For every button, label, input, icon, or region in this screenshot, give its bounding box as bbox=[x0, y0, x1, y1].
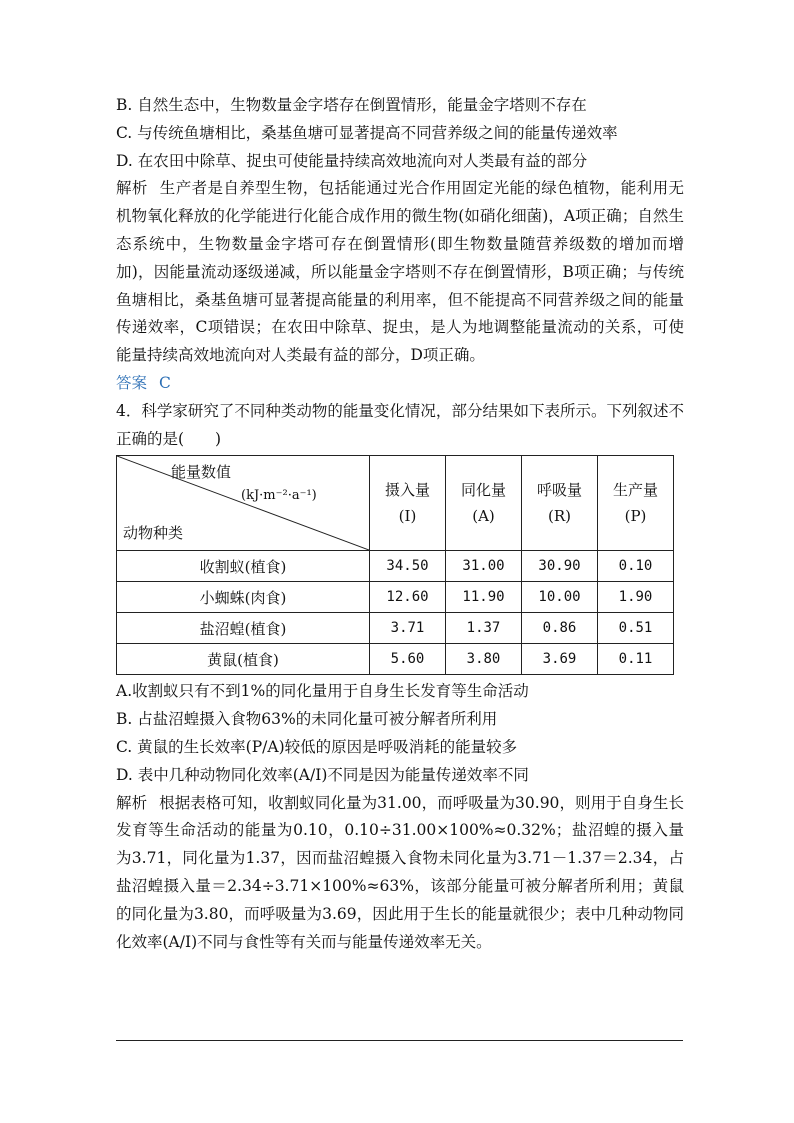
column-symbol: (I) bbox=[398, 507, 417, 526]
animal-cell: 收割蚁(植食) bbox=[117, 551, 370, 582]
q4-option-c bbox=[116, 734, 684, 762]
animal-cell: 黄鼠(植食) bbox=[117, 644, 370, 675]
animal-cell: 小蜘蛛(肉食) bbox=[117, 582, 370, 613]
option-text: 收割蚁只有不到1%的同化量用于自身生长发育等生命活动 bbox=[132, 682, 529, 701]
column-symbol: (P) bbox=[624, 507, 647, 526]
answer-value: C bbox=[159, 373, 171, 392]
value-cell: 5.60 bbox=[370, 644, 446, 675]
option-text: 与传统鱼塘相比，桑基鱼塘可显著提高不同营养级之间的能量传递效率 bbox=[137, 123, 618, 142]
table-row bbox=[117, 582, 674, 613]
option-label: D. bbox=[116, 765, 133, 784]
table-row bbox=[117, 613, 674, 644]
q3-option-c bbox=[116, 120, 684, 148]
analysis-text: 根据表格可知，收割蚁同化量为31.00，而呼吸量为30.90，则用于自身生长发育等生命活动的能量为0.10，0.10÷31.00×100%≈0.32%；盐沼蝗的摄入量为3.71，同化量为1.37，因而盐沼蝗摄入食物未同化量为3.71－1.37＝2.34，占盐沼蝗摄入量＝2.34÷3.71×100%≈63%，该部分能量可被分解者所利用；黄鼠的同化量为3.80，而呼吸量为3.69，因此用于生长的能量就很少；表中几种动物同化效率(A/I)不同与食性等有关而与能量传递效率无关。 bbox=[116, 793, 684, 951]
energy-table bbox=[116, 455, 674, 675]
analysis-label: 解析 bbox=[116, 179, 148, 198]
option-text: 占盐沼蝗摄入食物63%的未同化量可被分解者所利用 bbox=[137, 710, 498, 729]
q3-answer bbox=[116, 370, 684, 398]
value-cell: 0.51 bbox=[598, 613, 674, 644]
document-page bbox=[116, 92, 684, 956]
footer-divider bbox=[116, 1040, 683, 1041]
option-label: B. bbox=[116, 710, 133, 729]
option-label: A. bbox=[116, 682, 133, 701]
q4-analysis bbox=[116, 790, 684, 957]
value-cell: 0.10 bbox=[598, 551, 674, 582]
column-name: 生产量 bbox=[612, 481, 658, 500]
analysis-text: 生产者是自养型生物，包括能通过光合作用固定光能的绿色植物，能利用无机物氧化释放的化学能进行化能合成作用的微生物(如硝化细菌)，A项正确；自然生态系统中，生物数量金字塔可存在倒置情形(即生物数量随营养级数的增加而增加)，因能量流动逐级递减，所以能量金字塔则不存在倒置情形，B项正确；与传统鱼塘相比，桑基鱼塘可显著提高能量的利用率，但不能提高不同营养级之间的能量传递效率，C项错误；在农田中除草、捉虫，是人为地调整能量流动的关系，可使能量持续高效地流向对人类最有益的部分，D项正确。 bbox=[116, 179, 684, 365]
table-header-row bbox=[117, 456, 674, 551]
option-label: B. bbox=[116, 96, 133, 114]
q4-option-a bbox=[116, 678, 684, 706]
value-cell: 0.86 bbox=[522, 613, 598, 644]
option-text: 表中几种动物同化效率(A/I)不同是因为能量传递效率不同 bbox=[137, 765, 529, 784]
corner-animal-label: 动物种类 bbox=[123, 524, 184, 543]
option-text: 在农田中除草、捉虫可使能量持续高效地流向对人类最有益的部分 bbox=[137, 151, 588, 170]
q4-stem: 4．科学家研究了不同种类动物的能量变化情况，部分结果如下表所示。下列叙述不正确的是( ) bbox=[116, 401, 684, 448]
value-cell: 1.90 bbox=[598, 582, 674, 613]
option-label: C. bbox=[116, 123, 133, 142]
table-row bbox=[117, 644, 674, 675]
value-cell: 12.60 bbox=[370, 582, 446, 613]
q3-option-b bbox=[116, 92, 684, 120]
column-header-respiration bbox=[522, 456, 598, 551]
value-cell: 11.90 bbox=[446, 582, 522, 613]
option-text: 黄鼠的生长效率(P/A)较低的原因是呼吸消耗的能量较多 bbox=[137, 737, 518, 756]
corner-energy-label: 能量数值 bbox=[171, 463, 232, 482]
column-symbol: (R) bbox=[548, 507, 571, 526]
column-name: 摄入量 bbox=[384, 481, 430, 500]
corner-unit-label: (kJ·m⁻²·a⁻¹) bbox=[241, 488, 317, 504]
q3-option-d bbox=[116, 148, 684, 176]
table-row bbox=[117, 551, 674, 582]
value-cell: 0.11 bbox=[598, 644, 674, 675]
analysis-label: 解析 bbox=[116, 793, 148, 812]
value-cell: 30.90 bbox=[522, 551, 598, 582]
answer-label: 答案 bbox=[116, 373, 148, 392]
value-cell: 34.50 bbox=[370, 551, 446, 582]
column-header-intake bbox=[370, 456, 446, 551]
value-cell: 3.69 bbox=[522, 644, 598, 675]
option-label: D. bbox=[116, 151, 133, 170]
column-name: 同化量 bbox=[460, 481, 506, 500]
animal-cell: 盐沼蝗(植食) bbox=[117, 613, 370, 644]
value-cell: 10.00 bbox=[522, 582, 598, 613]
q4-option-b bbox=[116, 706, 684, 734]
column-header-assimilation bbox=[446, 456, 522, 551]
column-header-production bbox=[598, 456, 674, 551]
option-label: C. bbox=[116, 737, 133, 756]
value-cell: 3.71 bbox=[370, 613, 446, 644]
option-text: 自然生态中，生物数量金字塔存在倒置情形，能量金字塔则不存在 bbox=[137, 96, 587, 114]
q3-analysis bbox=[116, 175, 684, 370]
value-cell: 3.80 bbox=[446, 644, 522, 675]
table-corner-cell bbox=[117, 456, 370, 551]
q4-option-d bbox=[116, 762, 684, 790]
value-cell: 1.37 bbox=[446, 613, 522, 644]
column-symbol: (A) bbox=[472, 507, 495, 526]
value-cell: 31.00 bbox=[446, 551, 522, 582]
column-name: 呼吸量 bbox=[536, 481, 582, 500]
